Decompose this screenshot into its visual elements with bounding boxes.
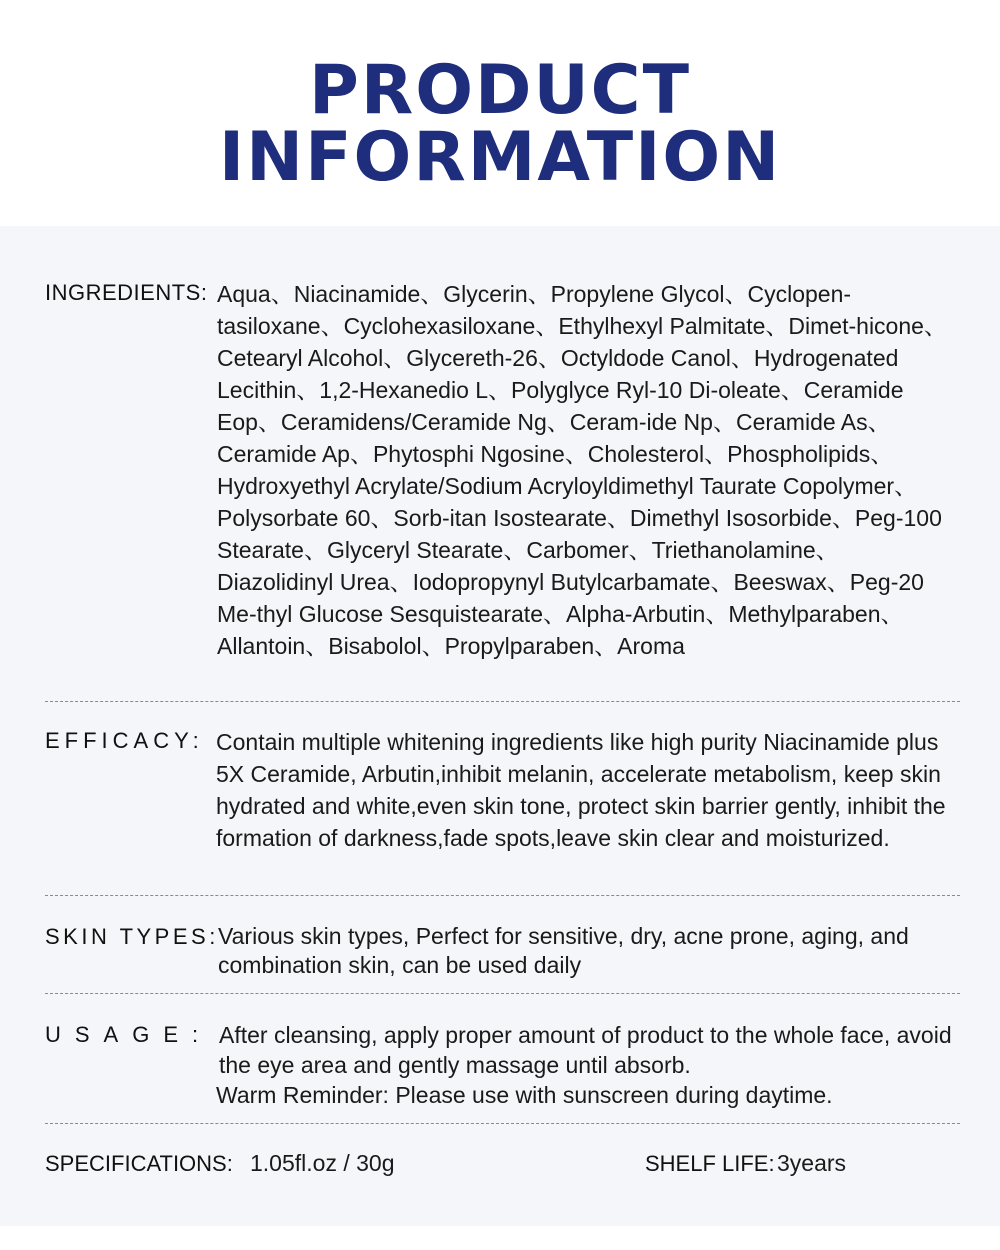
shelf-life-label: SHELF LIFE: [645,1151,775,1176]
skin-types-section [45,922,960,986]
ingredients-section [45,278,960,688]
efficacy-section [45,726,960,886]
specifications-value: 1.05fl.oz / 30g [250,1150,395,1176]
specs-section [45,1150,960,1182]
shelf-life-value: 3years [777,1150,847,1176]
ingredients-label: INGREDIENTS: [45,280,208,305]
usage-instructions: After cleansing, apply proper amount of product to the whole face, avoid the eye area and gently massage until absorb. [219,1022,952,1078]
ingredients-text: Aqua、Niacinamide、Glycerin、Propylene Glycol、Cyclopen-tasiloxane、Cyclohexasiloxane、Ethylhexyl Palmitate、Dimet-hicone、Cetearyl Alcohol、Glycereth-26、Octyldode Canol、Hydrogenated Lecithin、1,2-Hexanedio L、Polyglyce Ryl-10 Di-oleate、Ceramide Eop、Ceramidens/Ceramide Ng、Ceram-ide Np、Ceramide As、Ceramide Ap、Phytosphi Ngosine、Cholesterol、Phospholipids、Hydroxyethyl Acrylate/Sodium Acryloyldimethyl Taurate Copolymer、Polysorbate 60、Sorb-itan Isostearate、Dimethyl Isosorbide、Peg-100 Stearate、Glyceryl Stearate、Carbomer、Triethanolamine、Diazolidinyl Urea、Iodopropynyl Butylcarbamate、Beeswax、Peg-20 Me-thyl Glucose Sesquistearate、Alpha-Arbutin、Methylparaben、Allantoin、Bisabolol、Propylparaben、Aroma [217,281,947,659]
usage-label: USAGE: [45,1022,213,1047]
divider [45,1123,960,1124]
efficacy-text: Contain multiple whitening ingredients like high purity Niacinamide plus 5X Ceramide, Arbutin,inhibit melanin, accelerate metabolism, keep skin hydrated and white,even skin tone, protect skin barrier gently, inhibit the formation of darkness,fade spots,leave skin clear and moisturized. [216,729,946,851]
skin-types-text: Various skin types, Perfect for sensitive, dry, acne prone, aging, and combination skin, can be used daily [218,923,909,978]
divider [45,895,960,896]
page-title-line-2: INFORMATION [218,118,782,197]
divider [45,701,960,702]
header [0,0,1000,226]
page-title-line-1: PRODUCT [309,51,691,130]
specifications-label: SPECIFICATIONS: [45,1151,233,1176]
divider [45,993,960,994]
efficacy-label: EFFICACY: [45,728,204,753]
skin-types-label: SKIN TYPES: [45,924,219,949]
usage-reminder: Warm Reminder: Please use with sunscreen during daytime. [216,1082,833,1108]
usage-section [45,1020,960,1116]
usage-text [216,1020,956,1110]
